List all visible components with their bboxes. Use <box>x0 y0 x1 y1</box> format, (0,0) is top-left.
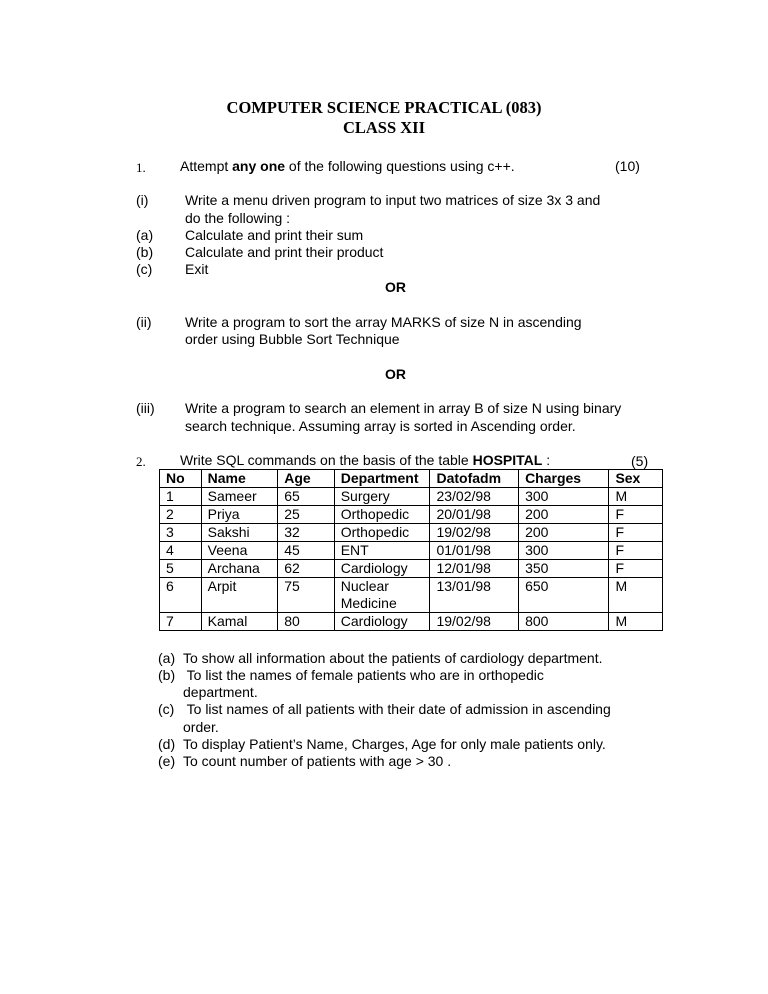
q1-sub-a-label: (a) <box>136 227 154 243</box>
q2-c-label: (c) <box>158 701 175 717</box>
cell-no: 6 <box>160 578 202 613</box>
cell-no: 4 <box>160 542 202 560</box>
cell-datofadm: 23/02/98 <box>430 488 519 506</box>
col-header-name: Name <box>201 470 278 488</box>
cell-no: 5 <box>160 560 202 578</box>
q2-intro <box>180 452 550 469</box>
table-row <box>160 560 663 578</box>
col-header-department: Department <box>334 470 430 488</box>
q1-sub-c-text: Exit <box>185 261 209 277</box>
table-row <box>160 524 663 542</box>
q2-intro-post: : <box>542 452 551 468</box>
cell-department: Surgery <box>334 488 430 506</box>
q1-sub-b-label: (b) <box>136 244 154 260</box>
q2-a-text: To show all information about the patients of cardiology department. <box>183 650 603 666</box>
cell-sex: F <box>609 506 663 524</box>
cell-sex: M <box>609 578 663 613</box>
q2-intro-pre: Write SQL commands on the basis of the table <box>180 452 473 468</box>
cell-no: 1 <box>160 488 202 506</box>
cell-sex: F <box>609 524 663 542</box>
cell-datofadm: 01/01/98 <box>430 542 519 560</box>
q1-opt2-label: (ii) <box>136 314 152 330</box>
q1-or-2: OR <box>385 366 406 382</box>
cell-datofadm: 20/01/98 <box>430 506 519 524</box>
table-row <box>160 488 663 506</box>
q1-opt3-label: (iii) <box>136 400 155 416</box>
cell-datofadm: 13/01/98 <box>430 578 519 613</box>
cell-charges: 800 <box>519 613 609 631</box>
cell-sex: M <box>609 488 663 506</box>
q1-opt1-label: (i) <box>136 192 149 208</box>
cell-charges: 300 <box>519 488 609 506</box>
cell-datofadm: 19/02/98 <box>430 613 519 631</box>
cell-age: 32 <box>278 524 334 542</box>
q1-number: 1. <box>136 160 146 175</box>
q2-d-label: (d) <box>158 736 176 752</box>
q2-b-label: (b) <box>158 667 176 683</box>
table-header-row <box>160 470 663 488</box>
cell-name: Sameer <box>201 488 278 506</box>
q2-intro-bold: HOSPITAL <box>472 452 543 468</box>
cell-charges: 200 <box>519 524 609 542</box>
col-header-age: Age <box>278 470 334 488</box>
cell-datofadm: 19/02/98 <box>430 524 519 542</box>
q2-number: 2. <box>136 454 146 469</box>
hospital-table <box>159 469 663 631</box>
q2-a-label: (a) <box>158 650 176 666</box>
cell-department: Cardiology <box>334 560 430 578</box>
table-row <box>160 613 663 631</box>
q1-opt1-line1: Write a menu driven program to input two matrices of size 3x 3 and <box>185 192 601 208</box>
q1-or-1: OR <box>385 279 406 295</box>
q1-sub-c-label: (c) <box>136 261 153 277</box>
cell-charges: 300 <box>519 542 609 560</box>
cell-charges: 200 <box>519 506 609 524</box>
cell-department: Nuclear Medicine <box>334 578 430 613</box>
q1-intro-post: of the following questions using c++. <box>285 158 515 174</box>
q2-c-line1: To list names of all patients with their date of admission in ascending <box>183 701 611 717</box>
cell-age: 45 <box>278 542 334 560</box>
q1-marks: (10) <box>615 158 640 174</box>
q1-intro-pre: Attempt <box>180 158 233 174</box>
cell-sex: F <box>609 560 663 578</box>
cell-name: Sakshi <box>201 524 278 542</box>
cell-name: Priya <box>201 506 278 524</box>
cell-age: 62 <box>278 560 334 578</box>
table-row <box>160 578 663 613</box>
q2-b-line1: To list the names of female patients who are in orthopedic <box>183 667 544 683</box>
table-row <box>160 542 663 560</box>
q1-opt2-line1: Write a program to sort the array MARKS of size N in ascending <box>185 314 582 330</box>
col-header-no: No <box>160 470 202 488</box>
q1-opt2-line2: order using Bubble Sort Technique <box>185 331 400 347</box>
paper-class: CLASS XII <box>342 118 426 137</box>
cell-charges: 650 <box>519 578 609 613</box>
cell-department: Cardiology <box>334 613 430 631</box>
cell-department: Orthopedic <box>334 506 430 524</box>
q2-b-line2: department. <box>183 684 258 700</box>
cell-department: Orthopedic <box>334 524 430 542</box>
cell-no: 3 <box>160 524 202 542</box>
col-header-datofadm: Datofadm <box>430 470 519 488</box>
q2-e-label: (e) <box>158 753 176 769</box>
q2-c-line2: order. <box>183 719 219 735</box>
q1-intro <box>180 158 515 175</box>
cell-department: ENT <box>334 542 430 560</box>
cell-age: 25 <box>278 506 334 524</box>
cell-name: Archana <box>201 560 278 578</box>
q1-sub-b-text: Calculate and print their product <box>185 244 384 260</box>
q2-d-text: To display Patient’s Name, Charges, Age for only male patients only. <box>183 736 606 752</box>
cell-age: 80 <box>278 613 334 631</box>
q1-opt3-line1: Write a program to search an element in array B of size N using binary <box>185 400 622 416</box>
cell-age: 65 <box>278 488 334 506</box>
q2-marks: (5) <box>631 453 649 469</box>
cell-name: Kamal <box>201 613 278 631</box>
cell-no: 7 <box>160 613 202 631</box>
col-header-charges: Charges <box>519 470 609 488</box>
q1-opt3-line2: search technique. Assuming array is sorted in Ascending order. <box>185 418 576 434</box>
q1-intro-bold: any one <box>232 158 286 174</box>
col-header-sex: Sex <box>609 470 663 488</box>
table-row <box>160 506 663 524</box>
q1-sub-a-text: Calculate and print their sum <box>185 227 364 243</box>
cell-sex: M <box>609 613 663 631</box>
q1-opt1-line2: do the following : <box>185 210 291 226</box>
paper-title: COMPUTER SCIENCE PRACTICAL (083) <box>226 98 542 117</box>
cell-no: 2 <box>160 506 202 524</box>
cell-name: Veena <box>201 542 278 560</box>
cell-name: Arpit <box>201 578 278 613</box>
cell-datofadm: 12/01/98 <box>430 560 519 578</box>
q2-e-text: To count number of patients with age > 30 . <box>183 753 452 769</box>
cell-sex: F <box>609 542 663 560</box>
cell-charges: 350 <box>519 560 609 578</box>
cell-age: 75 <box>278 578 334 613</box>
